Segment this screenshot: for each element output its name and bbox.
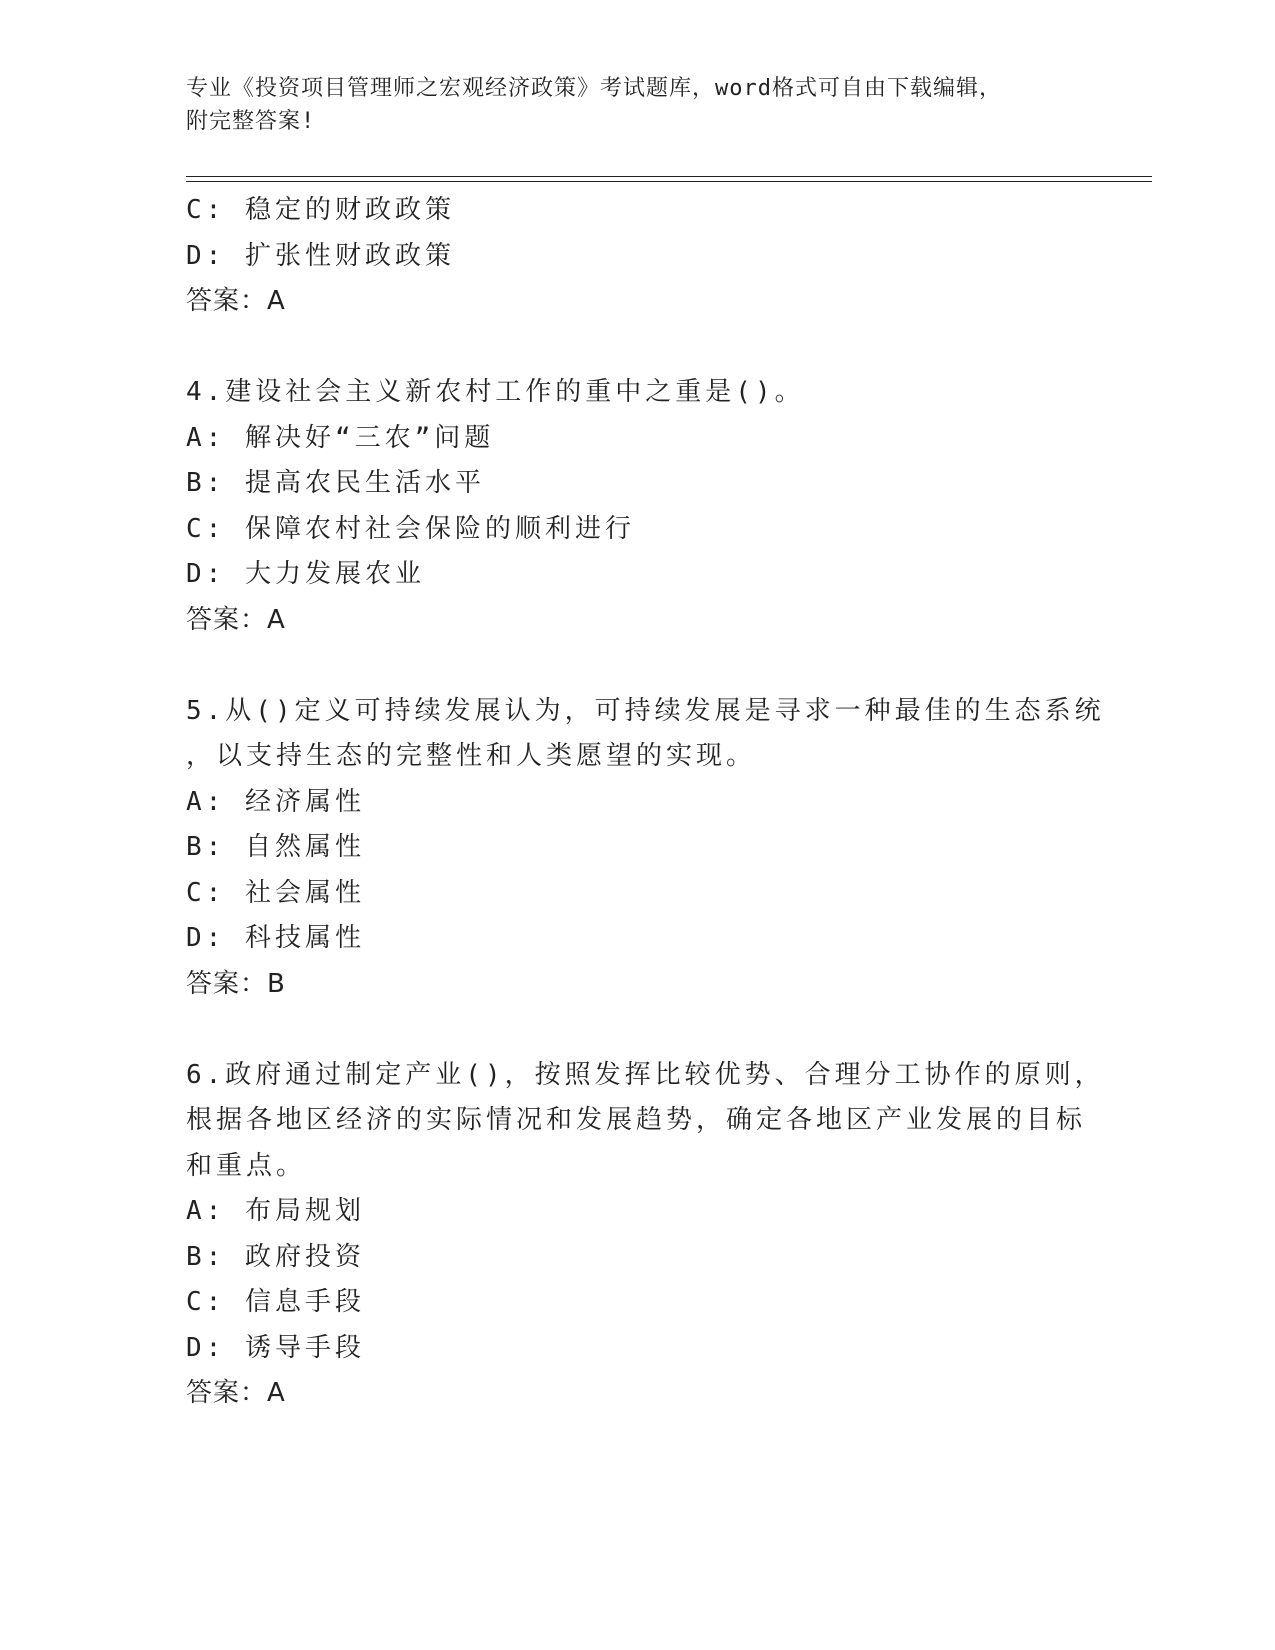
question-text: 4.建设社会主义新农村工作的重中之重是()。 (186, 377, 805, 407)
question-text-line-3: 和重点。 (186, 1150, 307, 1181)
document-header (186, 72, 1066, 138)
option-b: B: 自然属性 (186, 832, 365, 862)
answer-line: 答案：A (186, 286, 286, 316)
question-text-line-1: 6.政府通过制定产业()，按照发挥比较优势、合理分工协作的原则， (186, 1059, 1105, 1090)
option-d: D: 大力发展农业 (186, 559, 425, 589)
option-c: C: 保障农村社会保险的顺利进行 (186, 513, 635, 544)
option-c: C: 社会属性 (186, 877, 365, 908)
answer-line: 答案：B (186, 968, 286, 999)
question-6 (186, 1053, 1105, 1417)
spacer (186, 643, 1066, 689)
option-b: B: 政府投资 (186, 1241, 365, 1272)
answer-line: 答案：A (186, 1378, 286, 1408)
option-c: C: 信息手段 (186, 1287, 365, 1317)
answer-line: 答案：A (186, 604, 286, 635)
option-d: D: 扩张性财政政策 (186, 240, 455, 271)
header-line-2: 附完整答案! (186, 109, 316, 134)
header-divider-bottom (186, 181, 1152, 182)
option-d: D: 诱导手段 (186, 1332, 365, 1363)
question-text-line-2: ，以支持生态的完整性和人类愿望的实现。 (186, 741, 757, 771)
spacer (186, 1007, 1066, 1053)
option-c: C: 稳定的财政政策 (186, 195, 455, 225)
option-b: B: 提高农民生活水平 (186, 468, 485, 498)
header-divider-top (186, 176, 1152, 177)
question-text-line-2: 根据各地区经济的实际情况和发展趋势，确定各地区产业发展的目标 (186, 1105, 1087, 1135)
question-5 (186, 689, 1105, 1008)
question-3-continued (186, 188, 1066, 325)
question-list (186, 188, 1105, 1417)
option-a: A: 解决好“三农”问题 (186, 422, 495, 453)
option-d: D: 科技属性 (186, 923, 365, 953)
option-a: A: 布局规划 (186, 1196, 365, 1226)
option-a: A: 经济属性 (186, 786, 365, 817)
question-text-line-1: 5.从()定义可持续发展认为，可持续发展是寻求一种最佳的生态系统 (186, 695, 1105, 726)
question-4 (186, 370, 1066, 643)
spacer (186, 325, 1066, 371)
header-line-1: 专业《投资项目管理师之宏观经济政策》考试题库，word格式可自由下载编辑， (186, 76, 1002, 101)
